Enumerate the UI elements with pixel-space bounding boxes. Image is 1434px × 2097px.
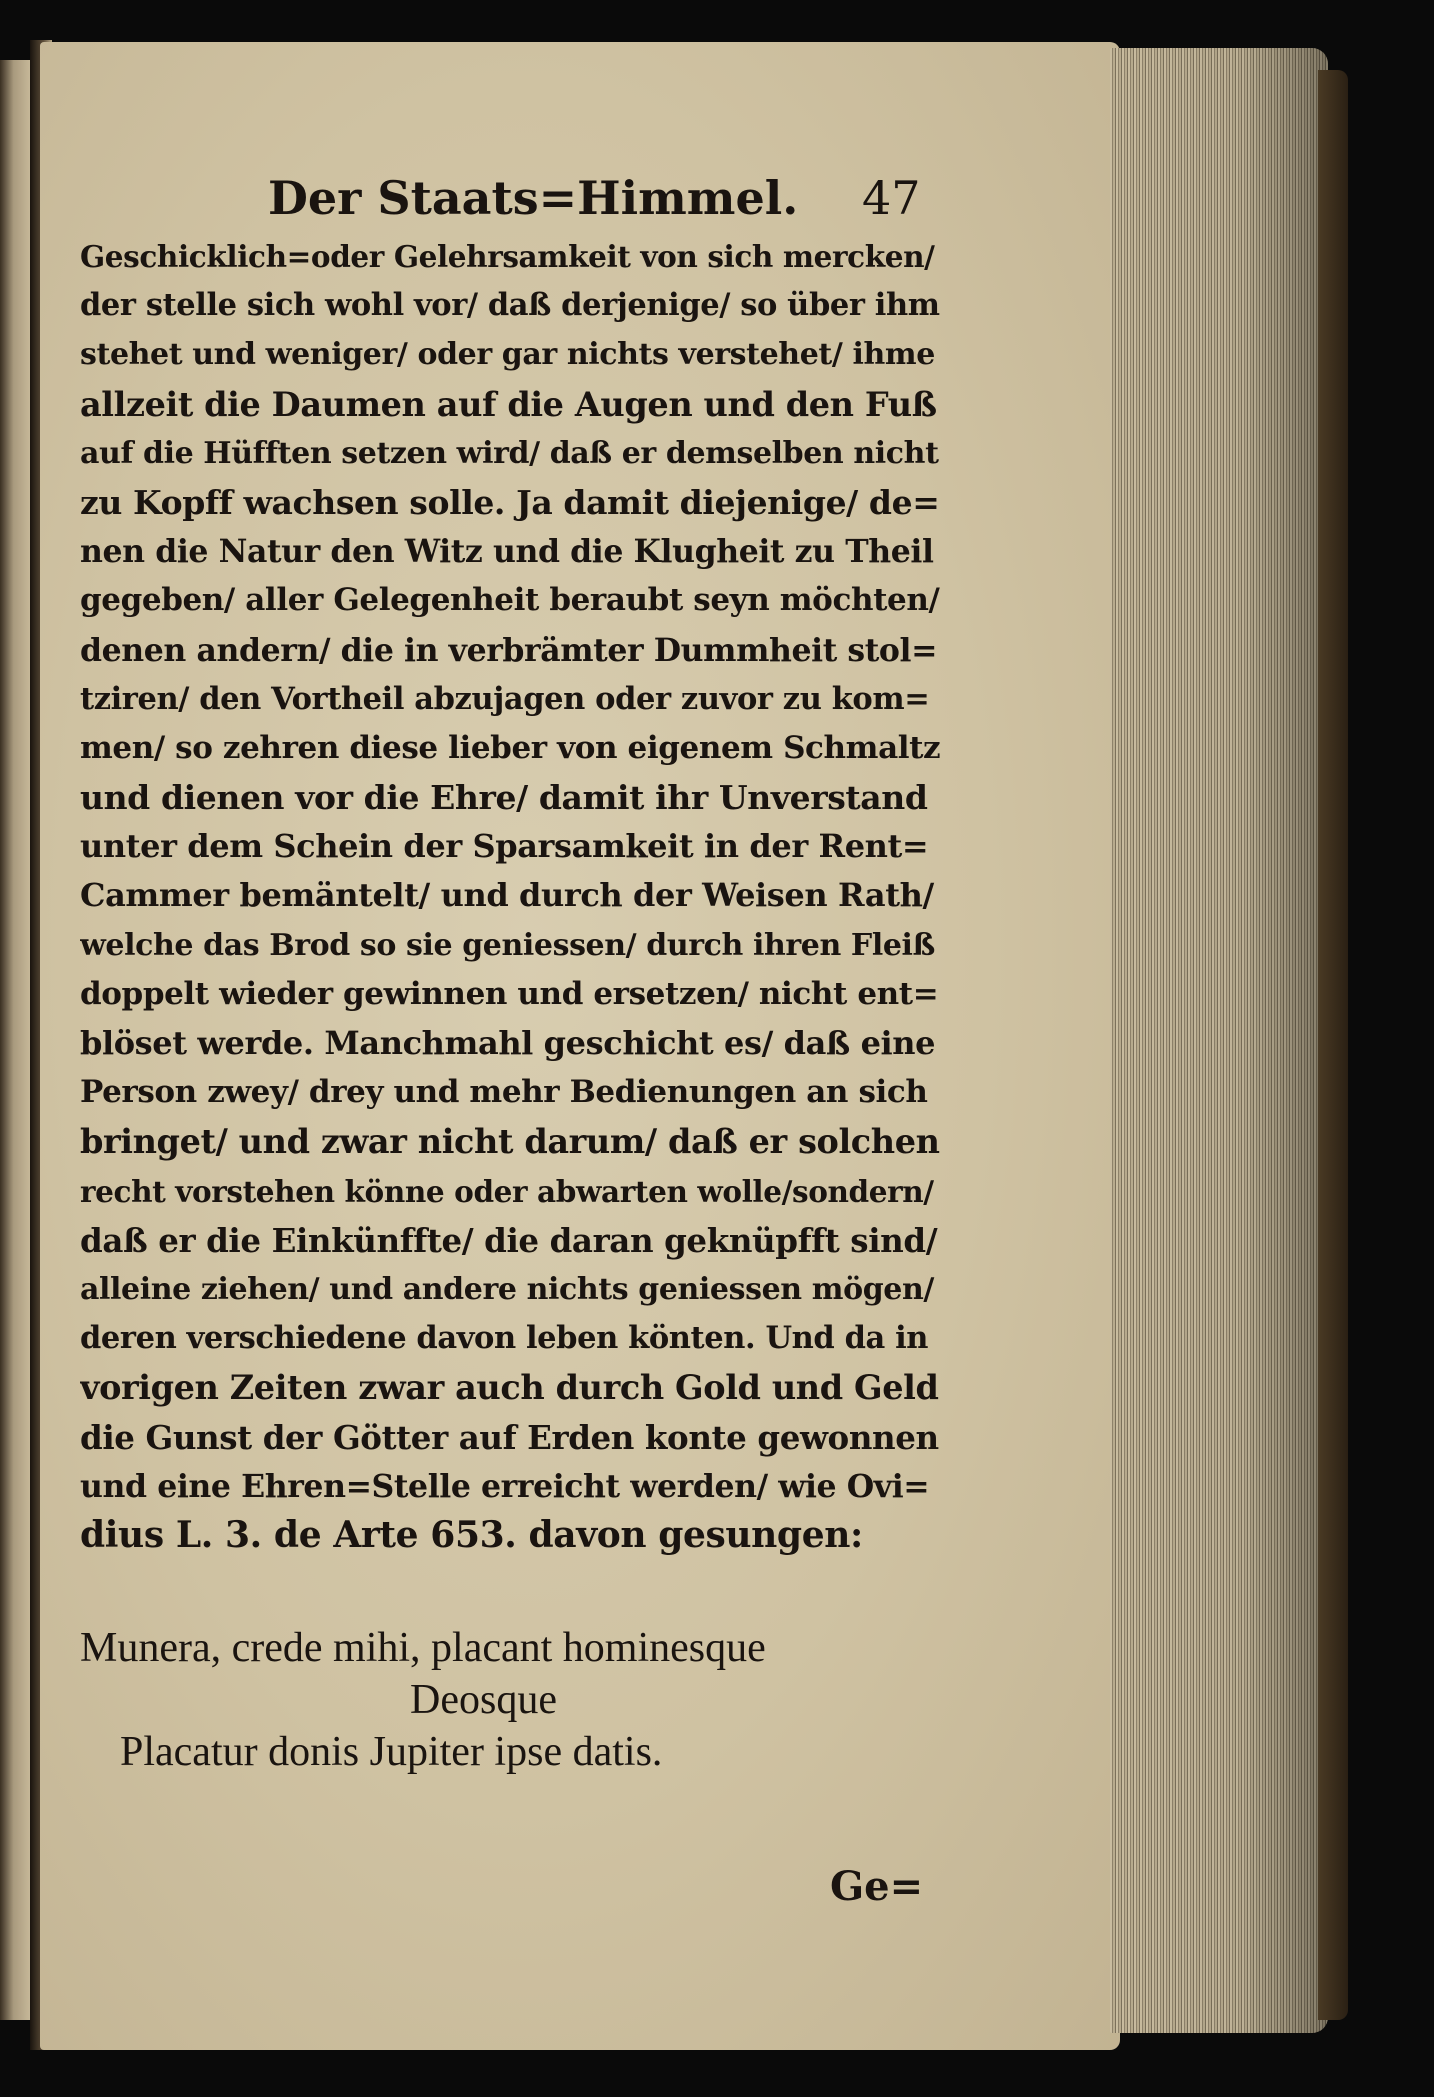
text-line: deren verschiedene davon leben könten. Und da in xyxy=(80,1320,929,1357)
text-line: Cammer bemäntelt/ und durch der Weisen Rath/ xyxy=(80,876,934,915)
text-line: recht vorstehen könne oder abwarten wolle/sondern/ xyxy=(80,1173,934,1209)
text-line: vorigen Zeiten zwar auch durch Gold und Geld xyxy=(80,1368,939,1408)
running-head: Der Staats=Himmel. xyxy=(268,171,799,225)
text-line: nen die Natur den Witz und die Klugheit zu Theil xyxy=(80,533,934,571)
verse-line: Munera, crede mihi, placant hominesque xyxy=(80,1625,766,1671)
text-line: tziren/ den Vortheil abzujagen oder zuvor zu kom= xyxy=(80,680,930,717)
text-line: Person zwey/ drey und mehr Bedienungen an sich xyxy=(80,1074,928,1111)
latin-verse xyxy=(80,1622,960,1778)
text-line: und dienen vor die Ehre/ damit ihr Unverstand xyxy=(80,778,928,818)
text-line: gegeben/ aller Gelegenheit beraubt seyn möchten/ xyxy=(80,582,940,619)
text-line: dius L. 3. de Arte 653. davon gesungen: xyxy=(80,1513,863,1556)
text-line: men/ so zehren diese lieber von eigenem Schmaltz xyxy=(80,729,940,766)
page-edges-shade xyxy=(1110,48,1328,2033)
facing-page-edge xyxy=(0,60,34,2020)
text-line: blöset werde. Manchmahl geschicht es/ daß eine xyxy=(80,1024,936,1062)
text-line: unter dem Schein der Sparsamkeit in der Rent= xyxy=(80,827,929,866)
text-line: doppelt wieder gewinnen und ersetzen/ nicht ent= xyxy=(80,975,939,1012)
text-line: denen andern/ die in verbrämter Dummheit stol= xyxy=(80,631,938,669)
text-line: Geschicklich=oder Gelehrsamkeit von sich mercken/ xyxy=(80,239,935,274)
catchword: Ge= xyxy=(830,1863,924,1910)
text-line: die Gunst der Götter auf Erden konte gewonnen xyxy=(80,1417,939,1457)
verse-line: Placatur donis Jupiter ipse datis. xyxy=(120,1729,663,1775)
text-line: allzeit die Daumen auf die Augen und den Fuß xyxy=(80,384,937,424)
text-line: daß er die Einkünffte/ die daran geknüpfft sind/ xyxy=(80,1220,938,1260)
text-line: auf die Hüfften setzen wird/ daß er demselben nicht xyxy=(80,435,939,471)
text-line: stehet und weniger/ oder gar nichts verstehet/ ihme xyxy=(80,337,935,373)
book-cover-edge xyxy=(1318,70,1348,2020)
verse-line: Deosque xyxy=(410,1677,557,1723)
text-line: zu Kopff wachsen solle. Ja damit diejenige/ de= xyxy=(80,482,940,522)
text-line: der stelle sich wohl vor/ daß derjenige/ so über ihm xyxy=(80,287,940,324)
text-line: bringet/ und zwar nicht darum/ daß er solchen xyxy=(80,1122,940,1162)
page-number: 47 xyxy=(862,171,921,225)
text-line: und eine Ehren=Stelle erreicht werden/ wie Ovi= xyxy=(80,1467,930,1505)
text-line: alleine ziehen/ und andere nichts geniessen mögen/ xyxy=(80,1271,934,1307)
body-text xyxy=(80,232,940,1560)
text-line: welche das Brod so sie geniessen/ durch ihren Fleiß xyxy=(80,927,935,963)
